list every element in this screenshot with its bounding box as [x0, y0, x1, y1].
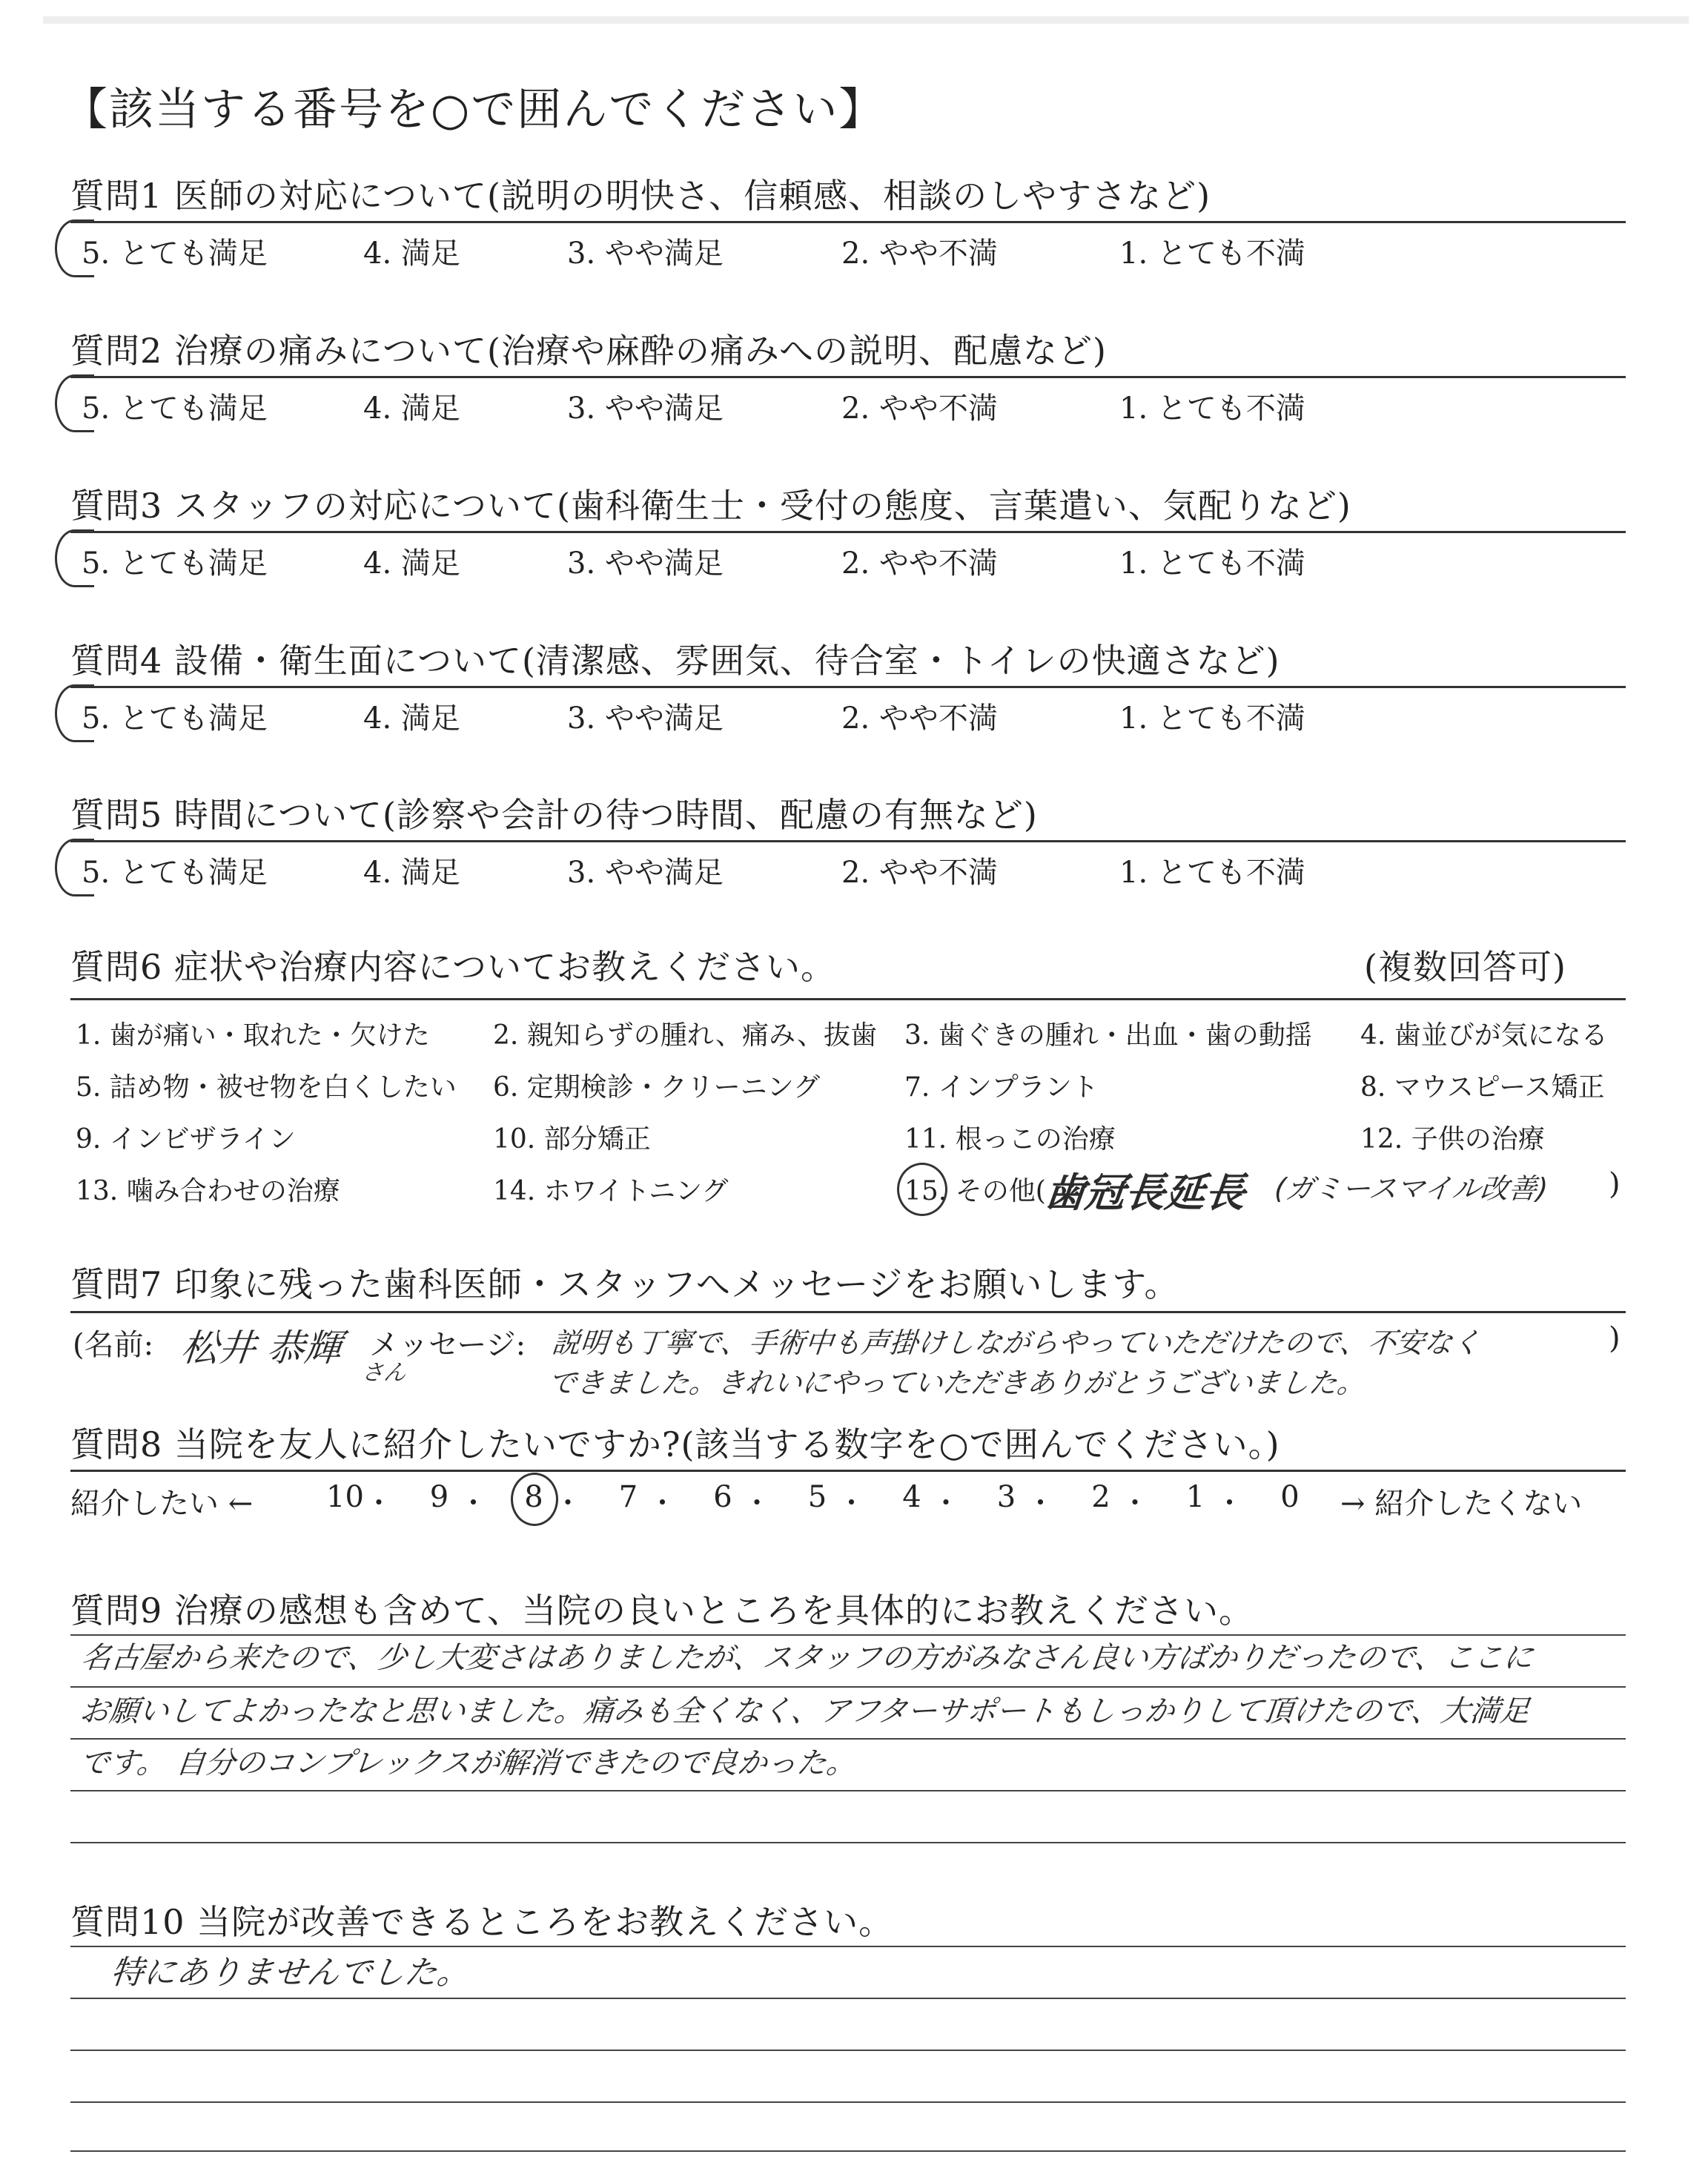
q2-selected-circle[interactable] [55, 374, 94, 432]
q3-option[interactable]: 2. やや不満 [841, 546, 998, 581]
q7-name-suffix: さん [360, 1360, 408, 1386]
q8-scale-number[interactable]: 6 [713, 1480, 732, 1514]
q9-line-1: 名古屋から来たので、少し大変さはありましたが、スタッフの方がみなさん良い方ばかりだったので、ここに [79, 1641, 1535, 1675]
q3-option[interactable]: 1. とても不満 [1119, 546, 1305, 581]
q8-scale-separator: ・ [743, 1487, 772, 1519]
q6-item[interactable]: 1. 歯が痛い・取れた・欠けた [76, 1020, 430, 1051]
q7-message-line2: できました。きれいにやっていただきありがとうございました。 [546, 1367, 1367, 1399]
q1-option[interactable]: 5. とても満足 [82, 237, 268, 271]
q9-rule-5 [70, 1842, 1626, 1843]
q6-item[interactable]: 3. 歯ぐきの腫れ・出血・歯の動揺 [904, 1020, 1312, 1051]
q6-item[interactable]: 14. ホワイトニング [493, 1176, 729, 1206]
q4-rule [70, 686, 1626, 688]
q6-item[interactable]: 12. 子供の治療 [1360, 1124, 1545, 1155]
q6-item[interactable]: 4. 歯並びが気になる [1360, 1020, 1608, 1051]
q5-option[interactable]: 5. とても満足 [82, 856, 268, 890]
q4-title: 質問4 設備・衛生面について(清潔感、雰囲気、待合室・トイレの快適さなど) [70, 641, 1280, 681]
q5-option[interactable]: 4. 満足 [363, 856, 460, 890]
q8-selected-circle[interactable] [511, 1473, 558, 1526]
q2-option[interactable]: 5. とても満足 [82, 392, 268, 426]
q3-title: 質問3 スタッフの対応について(歯科衛生士・受付の態度、言葉遣い、気配りなど) [70, 486, 1351, 526]
q1-option[interactable]: 3. やや満足 [567, 237, 724, 271]
q3-selected-circle[interactable] [55, 529, 94, 587]
q1-title: 質問1 医師の対応について(説明の明快さ、信頼感、相談のしやすさなど) [70, 176, 1211, 216]
q5-title: 質問5 時間について(診察や会計の待つ時間、配慮の有無など) [70, 795, 1038, 835]
q8-scale-separator: ・ [365, 1487, 394, 1519]
q8-scale-number[interactable]: 7 [618, 1480, 638, 1514]
q8-scale-separator: ・ [837, 1487, 866, 1519]
q6-item[interactable]: 5. 詰め物・被せ物を白くしたい [76, 1072, 457, 1103]
q7-message-label: メッセージ: [369, 1328, 526, 1362]
q6-item[interactable]: 6. 定期検診・クリーニング [493, 1072, 821, 1103]
q6-other-answer-note: (ガミースマイル改善) [1273, 1172, 1550, 1205]
q1-option[interactable]: 1. とても不満 [1119, 237, 1305, 271]
q2-option[interactable]: 2. やや不満 [841, 392, 998, 426]
scan-top-edge [43, 16, 1689, 24]
q5-option[interactable]: 1. とても不満 [1119, 856, 1305, 890]
q4-selected-circle[interactable] [55, 684, 94, 742]
q7-title: 質問7 印象に残った歯科医師・スタッフへメッセージをお願いします。 [70, 1264, 1179, 1304]
q6-item[interactable]: 11. 根っこの治療 [904, 1124, 1116, 1155]
q1-rule [70, 221, 1626, 223]
q8-scale-number[interactable]: 2 [1091, 1480, 1110, 1514]
q6-title: 質問6 症状や治療内容についてお教えください。 [70, 947, 835, 987]
q4-option[interactable]: 2. やや不満 [841, 701, 998, 736]
q8-scale-separator: ・ [932, 1487, 961, 1519]
q6-item[interactable]: 7. インプラント [904, 1072, 1099, 1103]
q7-name-label: (名前: [73, 1328, 154, 1362]
q7-rule [70, 1311, 1626, 1313]
q5-option[interactable]: 3. やや満足 [567, 856, 724, 890]
q8-scale-number[interactable]: 10 [326, 1480, 364, 1514]
q6-rule [70, 998, 1626, 1000]
q6-item[interactable]: 9. インビザライン [76, 1124, 296, 1155]
q2-option[interactable]: 4. 満足 [363, 392, 460, 426]
q7-name-value: 松井 恭輝 [179, 1327, 344, 1370]
q2-option[interactable]: 1. とても不満 [1119, 392, 1305, 426]
q9-title: 質問9 治療の感想も含めて、当院の良いところを具体的にお教えください。 [70, 1591, 1254, 1631]
q7-message-line1: 説明も丁寧で、手術中も声掛けしながらやっていただけたので、不安なく [550, 1327, 1483, 1359]
q6-item[interactable]: 10. 部分矯正 [493, 1124, 651, 1155]
q8-scale-number[interactable]: 8 [524, 1480, 543, 1514]
q2-title: 質問2 治療の痛みについて(治療や麻酔の痛みへの説明、配慮など) [70, 331, 1107, 371]
q6-item[interactable]: 13. 噛み合わせの治療 [76, 1176, 340, 1206]
instruction-header: 【該当する番号を○で囲んでください】 [63, 84, 885, 136]
q4-option[interactable]: 5. とても満足 [82, 701, 268, 736]
q1-option[interactable]: 4. 満足 [363, 237, 460, 271]
q4-option[interactable]: 3. やや満足 [567, 701, 724, 736]
q8-right-label: → 紹介したくない [1340, 1487, 1583, 1521]
q6-note: (複数回答可) [1364, 947, 1566, 987]
q10-rule-3 [70, 2050, 1626, 2051]
q6-other-answer: 歯冠長延長 [1042, 1169, 1248, 1216]
q3-option[interactable]: 4. 満足 [363, 546, 460, 581]
q7-close: ) [1609, 1321, 1621, 1355]
q1-option[interactable]: 2. やや不満 [841, 237, 998, 271]
q8-scale-separator: ・ [648, 1487, 677, 1519]
q10-rule-5 [70, 2150, 1626, 2152]
q6-other-close: ) [1609, 1167, 1621, 1201]
q10-rule-4 [70, 2101, 1626, 2103]
q8-left-label: 紹介したい ← [70, 1487, 254, 1521]
q2-option[interactable]: 3. やや満足 [567, 392, 724, 426]
q3-option[interactable]: 5. とても満足 [82, 546, 268, 581]
q8-scale-number[interactable]: 3 [996, 1480, 1016, 1514]
q9-rule-4 [70, 1790, 1626, 1791]
q8-scale-number[interactable]: 0 [1280, 1480, 1300, 1514]
q10-title: 質問10 当院が改善できるところをお教えください。 [70, 1902, 894, 1942]
q4-option[interactable]: 4. 満足 [363, 701, 460, 736]
q9-line-3: です。 自分のコンプレックスが解消できたので良かった。 [78, 1746, 858, 1780]
q8-scale-separator: ・ [1026, 1487, 1055, 1519]
q8-scale-separator: ・ [554, 1487, 583, 1519]
q6-selected-circle[interactable] [897, 1163, 947, 1216]
q3-rule [70, 531, 1626, 533]
q6-item[interactable]: 8. マウスピース矯正 [1360, 1072, 1605, 1103]
q6-item[interactable]: 2. 親知らずの腫れ、痛み、抜歯 [493, 1020, 878, 1051]
q8-scale-number[interactable]: 9 [429, 1480, 449, 1514]
q10-rule-2 [70, 1998, 1626, 1999]
q4-option[interactable]: 1. とても不満 [1119, 701, 1305, 736]
q8-scale-separator: ・ [1215, 1487, 1244, 1519]
q8-rule [70, 1470, 1626, 1472]
q8-scale-separator: ・ [459, 1487, 488, 1519]
q6-item[interactable]: 15. その他( [904, 1176, 1046, 1206]
q5-option[interactable]: 2. やや不満 [841, 856, 998, 890]
q10-line-1: 特にありませんでした。 [108, 1954, 472, 1992]
q9-line-2: お願いしてよかったなと思いました。痛みも全くなく、アフターサポートもしっかりして頂けたので、大満足 [78, 1694, 1532, 1728]
q2-rule [70, 376, 1626, 378]
q8-title: 質問8 当院を友人に紹介したいですか?(該当する数字を○で囲んでください。) [70, 1424, 1280, 1464]
q1-selected-circle[interactable] [55, 219, 94, 277]
q8-scale-number[interactable]: 4 [902, 1480, 921, 1514]
q3-option[interactable]: 3. やや満足 [567, 546, 724, 581]
q5-selected-circle[interactable] [55, 839, 94, 896]
q8-scale-separator: ・ [1121, 1487, 1150, 1519]
q5-rule [70, 840, 1626, 842]
q8-scale-number[interactable]: 5 [807, 1480, 827, 1514]
q8-scale-number[interactable]: 1 [1185, 1480, 1205, 1514]
